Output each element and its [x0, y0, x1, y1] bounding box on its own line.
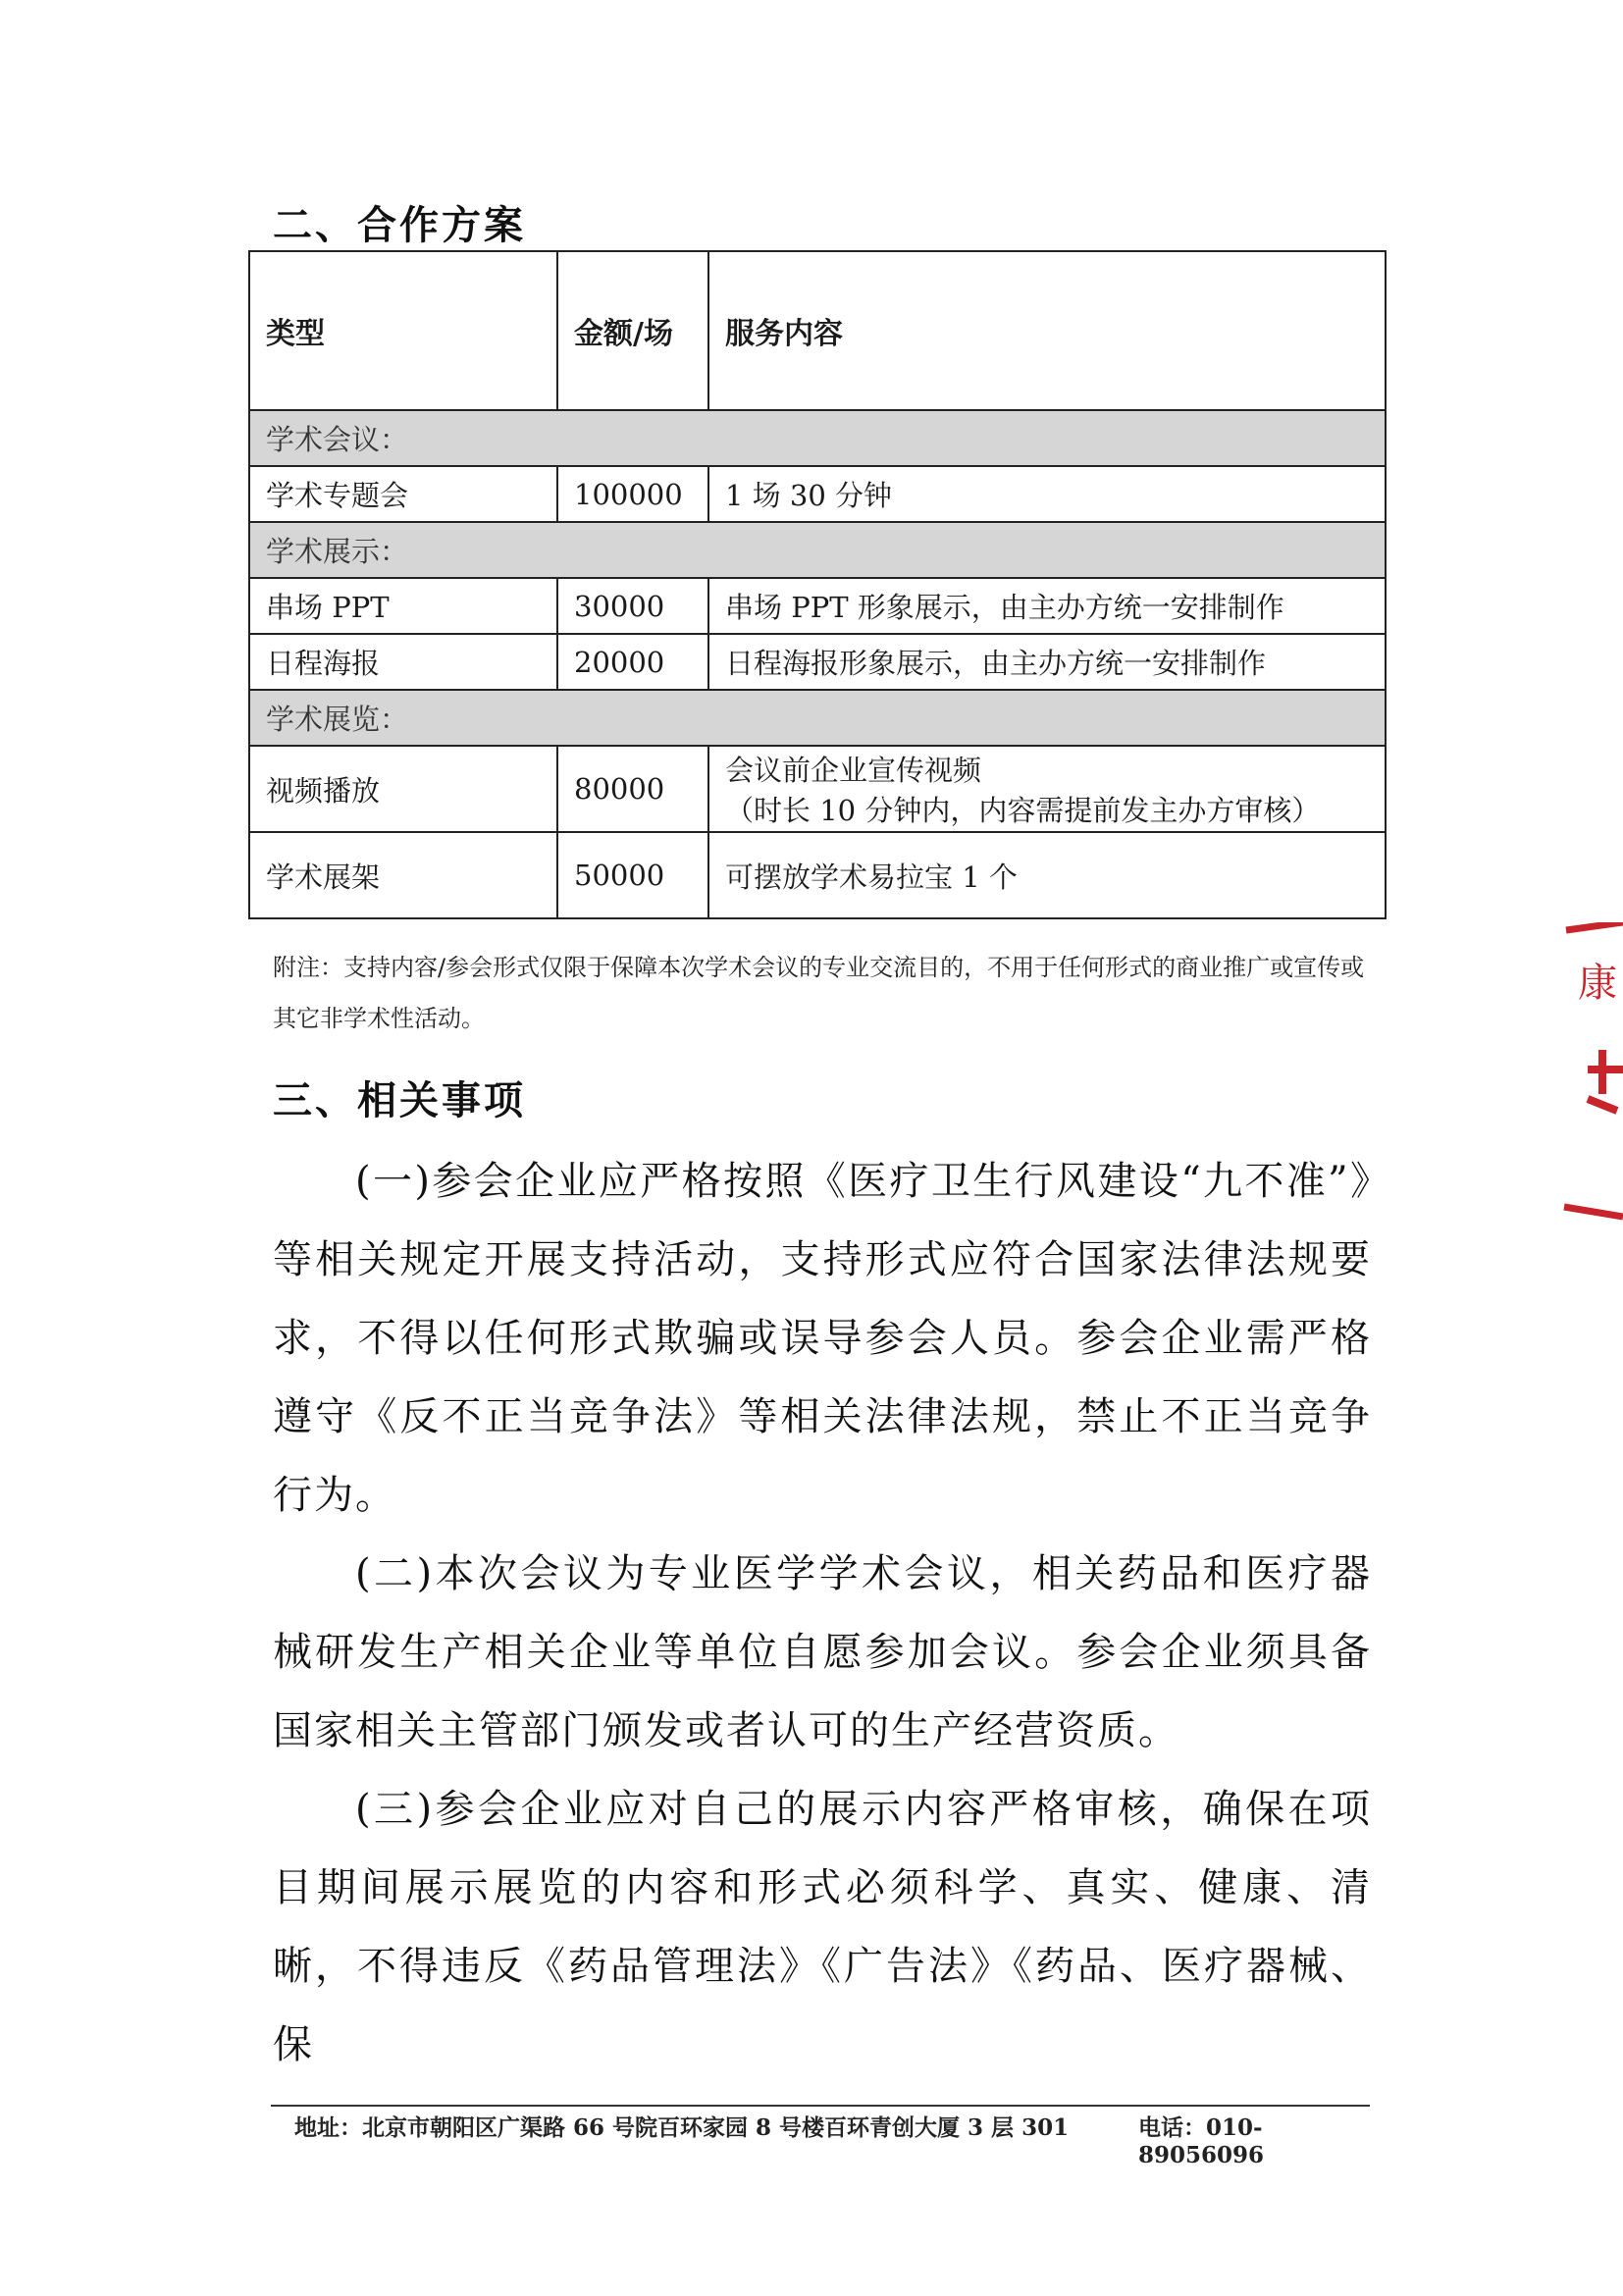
table-cell-amount: 50000 — [557, 832, 708, 918]
table-cell-content-line: 会议前企业宣传视频 — [725, 754, 982, 787]
footer-phone: 电话：010-89056096 — [1138, 2114, 1265, 2168]
table-cell-type: 学术展架 — [249, 832, 557, 918]
paragraph: (三)参会企业应对自己的展示内容严格审核，确保在项目期间展示展览的内容和形式必须科学、真实、健康、清晰，不得违反《药品管理法》《广告法》《药品、医疗器械、保 — [273, 1787, 1372, 2067]
table-cell-type: 日程海报 — [249, 634, 557, 690]
table-category-row — [249, 690, 1386, 746]
table-header-cell: 服务内容 — [708, 251, 1386, 410]
table-cell-amount: 80000 — [557, 746, 708, 832]
paragraph: (一)参会企业应严格按照《医疗卫生行风建设“九不准”》等相关规定开展支持活动，支持形式应符合国家法律法规要求，不得以任何形式欺骗或误导参会人员。参会企业需严格遵守《反不正当竞争法》等相关法律法规，禁止不正当竞争行为。 — [273, 1159, 1372, 1518]
company-seal-fragment — [1558, 922, 1623, 1236]
table-cell-content: 串场 PPT 形象展示，由主办方统一安排制作 — [708, 578, 1386, 634]
table-cell-content-line: （时长 10 分钟内，内容需提前发主办方审核） — [725, 794, 1321, 827]
section-heading-cooperation: 二、合作方案 — [273, 203, 526, 248]
table-cell-amount: 30000 — [557, 578, 708, 634]
section-heading-matters: 三、相关事项 — [273, 1078, 526, 1123]
table-cell-content: 1 场 30 分钟 — [708, 466, 1386, 522]
table-cell-amount: 20000 — [557, 634, 708, 690]
table-cell-content: 可摆放学术易拉宝 1 个 — [708, 832, 1386, 918]
table-cell-type: 视频播放 — [249, 746, 557, 832]
cooperation-table — [248, 250, 1387, 919]
table-header-cell: 金额/场 — [557, 251, 708, 410]
table-cell-content: 日程海报形象展示，由主办方统一安排制作 — [708, 634, 1386, 690]
table-category-row — [249, 410, 1386, 466]
table-category-label: 学术展览： — [249, 690, 1386, 746]
table-row — [249, 578, 1386, 634]
table-cell-content — [708, 746, 1386, 832]
paragraph: (二)本次会议为专业医学学术会议，相关药品和医疗器械研发生产相关企业等单位自愿参加会议。参会企业须具备国家相关主管部门颁发或者认可的生产经营资质。 — [273, 1551, 1372, 1753]
table-cell-amount: 100000 — [557, 466, 708, 522]
seal-character: 康 — [1578, 961, 1617, 1006]
table-row — [249, 746, 1386, 832]
table-cell-type: 串场 PPT — [249, 578, 557, 634]
table-category-row — [249, 522, 1386, 578]
table-row — [249, 832, 1386, 918]
table-header-row — [249, 251, 1386, 410]
table-footnote: 附注：支持内容/参会形式仅限于保障本次学术会议的专业交流目的，不用于任何形式的商业推广或宣传或其它非学术性活动。 — [273, 954, 1365, 1032]
table-category-label: 学术展示： — [249, 522, 1386, 578]
footer-divider — [271, 2105, 1370, 2107]
page-footer — [294, 2110, 1354, 2168]
table-row — [249, 634, 1386, 690]
table-row — [249, 466, 1386, 522]
table-cell-type: 学术专题会 — [249, 466, 557, 522]
table-header-cell: 类型 — [249, 251, 557, 410]
table-category-label: 学术会议： — [249, 410, 1386, 466]
footer-address: 地址：北京市朝阳区广渠路 66 号院百环家园 8 号楼百环青创大厦 3 层 301 — [294, 2114, 1070, 2141]
